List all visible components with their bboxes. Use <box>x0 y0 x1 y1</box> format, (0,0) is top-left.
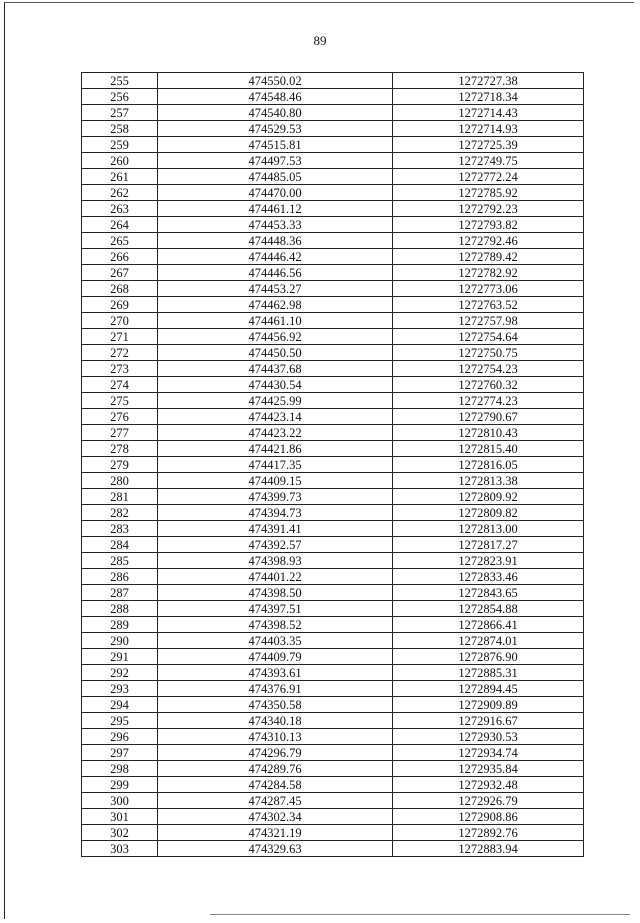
table-row <box>82 457 584 473</box>
x-coordinate-cell: 474425.99 <box>158 393 393 409</box>
x-coordinate-cell: 474296.79 <box>158 745 393 761</box>
point-number-cell: 281 <box>82 489 158 505</box>
point-number-cell: 289 <box>82 617 158 633</box>
point-number-cell: 290 <box>82 633 158 649</box>
x-coordinate-cell: 474448.36 <box>158 233 393 249</box>
x-coordinate-cell: 474430.54 <box>158 377 393 393</box>
table-row <box>82 713 584 729</box>
y-coordinate-cell: 1272809.82 <box>393 505 584 521</box>
x-coordinate-cell: 474287.45 <box>158 793 393 809</box>
table-row <box>82 521 584 537</box>
x-coordinate-cell: 474515.81 <box>158 137 393 153</box>
point-number-cell: 299 <box>82 777 158 793</box>
point-number-cell: 264 <box>82 217 158 233</box>
point-number-cell: 263 <box>82 201 158 217</box>
table-row <box>82 761 584 777</box>
x-coordinate-cell: 474423.22 <box>158 425 393 441</box>
table-row <box>82 185 584 201</box>
point-number-cell: 292 <box>82 665 158 681</box>
point-number-cell: 256 <box>82 89 158 105</box>
point-number-cell: 269 <box>82 297 158 313</box>
y-coordinate-cell: 1272792.46 <box>393 233 584 249</box>
x-coordinate-cell: 474284.58 <box>158 777 393 793</box>
y-coordinate-cell: 1272876.90 <box>393 649 584 665</box>
point-number-cell: 279 <box>82 457 158 473</box>
table-row <box>82 329 584 345</box>
y-coordinate-cell: 1272790.67 <box>393 409 584 425</box>
y-coordinate-cell: 1272909.89 <box>393 697 584 713</box>
table-row <box>82 441 584 457</box>
x-coordinate-cell: 474399.73 <box>158 489 393 505</box>
y-coordinate-cell: 1272883.94 <box>393 841 584 857</box>
y-coordinate-cell: 1272774.23 <box>393 393 584 409</box>
x-coordinate-cell: 474529.53 <box>158 121 393 137</box>
point-number-cell: 294 <box>82 697 158 713</box>
point-number-cell: 278 <box>82 441 158 457</box>
x-coordinate-cell: 474289.76 <box>158 761 393 777</box>
point-number-cell: 260 <box>82 153 158 169</box>
table-row <box>82 489 584 505</box>
x-coordinate-cell: 474398.52 <box>158 617 393 633</box>
x-coordinate-cell: 474421.86 <box>158 441 393 457</box>
y-coordinate-cell: 1272792.23 <box>393 201 584 217</box>
y-coordinate-cell: 1272718.34 <box>393 89 584 105</box>
point-number-cell: 286 <box>82 569 158 585</box>
y-coordinate-cell: 1272773.06 <box>393 281 584 297</box>
table-row <box>82 425 584 441</box>
table-row <box>82 297 584 313</box>
point-number-cell: 298 <box>82 761 158 777</box>
y-coordinate-cell: 1272789.42 <box>393 249 584 265</box>
y-coordinate-cell: 1272754.23 <box>393 361 584 377</box>
y-coordinate-cell: 1272815.40 <box>393 441 584 457</box>
y-coordinate-cell: 1272810.43 <box>393 425 584 441</box>
y-coordinate-cell: 1272772.24 <box>393 169 584 185</box>
y-coordinate-cell: 1272763.52 <box>393 297 584 313</box>
point-number-cell: 259 <box>82 137 158 153</box>
table-row <box>82 393 584 409</box>
point-number-cell: 293 <box>82 681 158 697</box>
point-number-cell: 273 <box>82 361 158 377</box>
table-row <box>82 793 584 809</box>
point-number-cell: 276 <box>82 409 158 425</box>
x-coordinate-cell: 474392.57 <box>158 537 393 553</box>
table-row <box>82 585 584 601</box>
x-coordinate-cell: 474423.14 <box>158 409 393 425</box>
y-coordinate-cell: 1272785.92 <box>393 185 584 201</box>
point-number-cell: 284 <box>82 537 158 553</box>
y-coordinate-cell: 1272823.91 <box>393 553 584 569</box>
y-coordinate-cell: 1272866.41 <box>393 617 584 633</box>
y-coordinate-cell: 1272892.76 <box>393 825 584 841</box>
x-coordinate-cell: 474470.00 <box>158 185 393 201</box>
coordinate-table <box>81 72 584 857</box>
y-coordinate-cell: 1272793.82 <box>393 217 584 233</box>
x-coordinate-cell: 474485.05 <box>158 169 393 185</box>
y-coordinate-cell: 1272874.01 <box>393 633 584 649</box>
table-row <box>82 217 584 233</box>
point-number-cell: 266 <box>82 249 158 265</box>
y-coordinate-cell: 1272809.92 <box>393 489 584 505</box>
table-row <box>82 553 584 569</box>
point-number-cell: 287 <box>82 585 158 601</box>
x-coordinate-cell: 474398.50 <box>158 585 393 601</box>
point-number-cell: 270 <box>82 313 158 329</box>
x-coordinate-cell: 474497.53 <box>158 153 393 169</box>
y-coordinate-cell: 1272757.98 <box>393 313 584 329</box>
x-coordinate-cell: 474417.35 <box>158 457 393 473</box>
point-number-cell: 288 <box>82 601 158 617</box>
y-coordinate-cell: 1272714.93 <box>393 121 584 137</box>
x-coordinate-cell: 474450.50 <box>158 345 393 361</box>
point-number-cell: 267 <box>82 265 158 281</box>
coordinate-table-body <box>82 73 584 857</box>
table-row <box>82 825 584 841</box>
x-coordinate-cell: 474394.73 <box>158 505 393 521</box>
point-number-cell: 295 <box>82 713 158 729</box>
table-row <box>82 697 584 713</box>
point-number-cell: 272 <box>82 345 158 361</box>
y-coordinate-cell: 1272727.38 <box>393 73 584 89</box>
table-row <box>82 505 584 521</box>
table-row <box>82 601 584 617</box>
table-row <box>82 233 584 249</box>
x-coordinate-cell: 474340.18 <box>158 713 393 729</box>
table-row <box>82 729 584 745</box>
table-row <box>82 473 584 489</box>
table-row <box>82 361 584 377</box>
point-number-cell: 268 <box>82 281 158 297</box>
point-number-cell: 255 <box>82 73 158 89</box>
x-coordinate-cell: 474401.22 <box>158 569 393 585</box>
table-row <box>82 569 584 585</box>
x-coordinate-cell: 474302.34 <box>158 809 393 825</box>
table-row <box>82 377 584 393</box>
table-row <box>82 841 584 857</box>
x-coordinate-cell: 474446.42 <box>158 249 393 265</box>
point-number-cell: 275 <box>82 393 158 409</box>
x-coordinate-cell: 474393.61 <box>158 665 393 681</box>
y-coordinate-cell: 1272908.86 <box>393 809 584 825</box>
page-number: 89 <box>313 33 327 48</box>
y-coordinate-cell: 1272714.43 <box>393 105 584 121</box>
table-row <box>82 281 584 297</box>
x-coordinate-cell: 474462.98 <box>158 297 393 313</box>
x-coordinate-cell: 474550.02 <box>158 73 393 89</box>
x-coordinate-cell: 474461.10 <box>158 313 393 329</box>
table-row <box>82 681 584 697</box>
x-coordinate-cell: 474409.15 <box>158 473 393 489</box>
y-coordinate-cell: 1272894.45 <box>393 681 584 697</box>
table-row <box>82 617 584 633</box>
y-coordinate-cell: 1272926.79 <box>393 793 584 809</box>
x-coordinate-cell: 474397.51 <box>158 601 393 617</box>
point-number-cell: 282 <box>82 505 158 521</box>
x-coordinate-cell: 474446.56 <box>158 265 393 281</box>
table-row <box>82 409 584 425</box>
y-coordinate-cell: 1272782.92 <box>393 265 584 281</box>
table-row <box>82 121 584 137</box>
y-coordinate-cell: 1272885.31 <box>393 665 584 681</box>
table-row <box>82 777 584 793</box>
y-coordinate-cell: 1272816.05 <box>393 457 584 473</box>
point-number-cell: 277 <box>82 425 158 441</box>
y-coordinate-cell: 1272813.38 <box>393 473 584 489</box>
point-number-cell: 262 <box>82 185 158 201</box>
point-number-cell: 285 <box>82 553 158 569</box>
table-row <box>82 73 584 89</box>
table-row <box>82 649 584 665</box>
x-coordinate-cell: 474350.58 <box>158 697 393 713</box>
y-coordinate-cell: 1272754.64 <box>393 329 584 345</box>
point-number-cell: 258 <box>82 121 158 137</box>
y-coordinate-cell: 1272817.27 <box>393 537 584 553</box>
table-row <box>82 201 584 217</box>
page-bottom-edge <box>210 914 630 915</box>
table-row <box>82 169 584 185</box>
y-coordinate-cell: 1272725.39 <box>393 137 584 153</box>
x-coordinate-cell: 474398.93 <box>158 553 393 569</box>
point-number-cell: 301 <box>82 809 158 825</box>
x-coordinate-cell: 474456.92 <box>158 329 393 345</box>
y-coordinate-cell: 1272833.46 <box>393 569 584 585</box>
x-coordinate-cell: 474376.91 <box>158 681 393 697</box>
table-row <box>82 265 584 281</box>
x-coordinate-cell: 474329.63 <box>158 841 393 857</box>
point-number-cell: 283 <box>82 521 158 537</box>
y-coordinate-cell: 1272749.75 <box>393 153 584 169</box>
point-number-cell: 302 <box>82 825 158 841</box>
y-coordinate-cell: 1272813.00 <box>393 521 584 537</box>
table-row <box>82 745 584 761</box>
point-number-cell: 296 <box>82 729 158 745</box>
point-number-cell: 271 <box>82 329 158 345</box>
x-coordinate-cell: 474409.79 <box>158 649 393 665</box>
table-row <box>82 313 584 329</box>
x-coordinate-cell: 474310.13 <box>158 729 393 745</box>
point-number-cell: 303 <box>82 841 158 857</box>
y-coordinate-cell: 1272935.84 <box>393 761 584 777</box>
x-coordinate-cell: 474461.12 <box>158 201 393 217</box>
x-coordinate-cell: 474540.80 <box>158 105 393 121</box>
table-row <box>82 105 584 121</box>
point-number-cell: 300 <box>82 793 158 809</box>
point-number-cell: 297 <box>82 745 158 761</box>
table-row <box>82 665 584 681</box>
table-row <box>82 153 584 169</box>
point-number-cell: 265 <box>82 233 158 249</box>
table-row <box>82 345 584 361</box>
x-coordinate-cell: 474391.41 <box>158 521 393 537</box>
table-row <box>82 809 584 825</box>
table-row <box>82 537 584 553</box>
x-coordinate-cell: 474437.68 <box>158 361 393 377</box>
x-coordinate-cell: 474548.46 <box>158 89 393 105</box>
table-row <box>82 89 584 105</box>
point-number-cell: 261 <box>82 169 158 185</box>
point-number-cell: 274 <box>82 377 158 393</box>
y-coordinate-cell: 1272930.53 <box>393 729 584 745</box>
y-coordinate-cell: 1272934.74 <box>393 745 584 761</box>
table-row <box>82 249 584 265</box>
point-number-cell: 280 <box>82 473 158 489</box>
y-coordinate-cell: 1272854.88 <box>393 601 584 617</box>
y-coordinate-cell: 1272932.48 <box>393 777 584 793</box>
y-coordinate-cell: 1272916.67 <box>393 713 584 729</box>
point-number-cell: 257 <box>82 105 158 121</box>
y-coordinate-cell: 1272760.32 <box>393 377 584 393</box>
x-coordinate-cell: 474403.35 <box>158 633 393 649</box>
table-row <box>82 633 584 649</box>
y-coordinate-cell: 1272750.75 <box>393 345 584 361</box>
x-coordinate-cell: 474453.33 <box>158 217 393 233</box>
x-coordinate-cell: 474321.19 <box>158 825 393 841</box>
point-number-cell: 291 <box>82 649 158 665</box>
y-coordinate-cell: 1272843.65 <box>393 585 584 601</box>
table-row <box>82 137 584 153</box>
x-coordinate-cell: 474453.27 <box>158 281 393 297</box>
